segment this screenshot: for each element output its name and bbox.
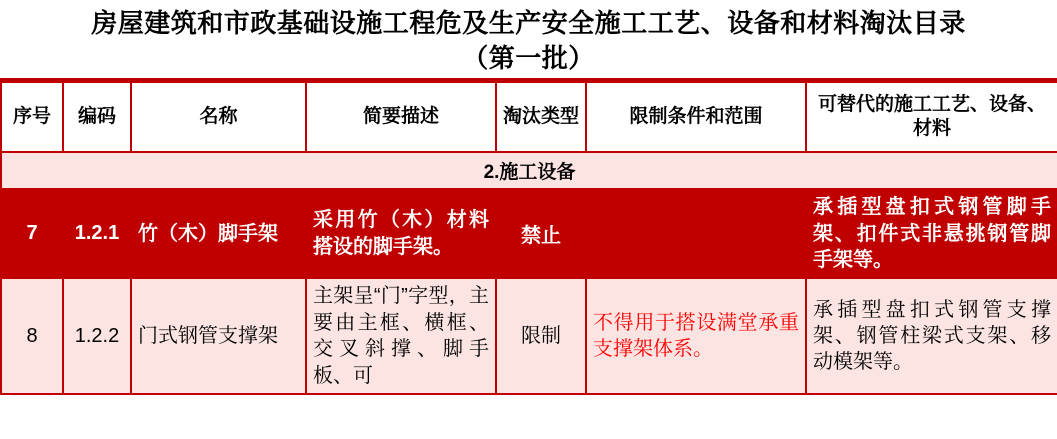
column-header-code: 编码 [63, 82, 131, 152]
column-header-desc: 简要描述 [306, 82, 496, 152]
page-title-line2: （第一批） [462, 43, 595, 74]
cell-limit [586, 189, 806, 278]
table-header-row [1, 82, 1057, 152]
cell-limit: 不得用于搭设满堂承重支撑架体系。 [586, 278, 806, 394]
cell-type: 限制 [496, 278, 586, 394]
column-header-num: 序号 [1, 82, 63, 152]
cell-type: 禁止 [496, 189, 586, 278]
section-label: 2.施工设备 [1, 152, 1057, 189]
page-title-line1: 房屋建筑和市政基础设施工程危及生产安全施工工艺、设备和材料淘汰目录 [91, 8, 966, 38]
cell-name: 门式钢管支撑架 [131, 278, 306, 394]
table-row [1, 278, 1057, 394]
cell-code: 1.2.2 [63, 278, 131, 394]
cell-num: 8 [1, 278, 63, 394]
cell-alt: 承插型盘扣式钢管支撑架、钢管柱梁式支架、移动模架等。 [806, 278, 1057, 394]
cell-desc: 采用竹（木）材料搭设的脚手架。 [306, 189, 496, 278]
column-header-alt: 可替代的施工工艺、设备、材料 [806, 82, 1057, 152]
cell-code: 1.2.1 [63, 189, 131, 278]
column-header-limit: 限制条件和范围 [586, 82, 806, 152]
section-row [1, 152, 1057, 189]
cell-name: 竹（木）脚手架 [131, 189, 306, 278]
cell-desc: 主架呈“门”字型，主要由主框、横框、交叉斜撑、脚手板、可 [306, 278, 496, 394]
column-header-type: 淘汰类型 [496, 82, 586, 152]
cell-alt: 承插型盘扣式钢管脚手架、扣件式非悬挑钢管脚手架等。 [806, 189, 1057, 278]
column-header-name: 名称 [131, 82, 306, 152]
cell-num: 7 [1, 189, 63, 278]
catalog-table [0, 81, 1057, 395]
page-title [0, 0, 1057, 78]
table-row [1, 189, 1057, 278]
